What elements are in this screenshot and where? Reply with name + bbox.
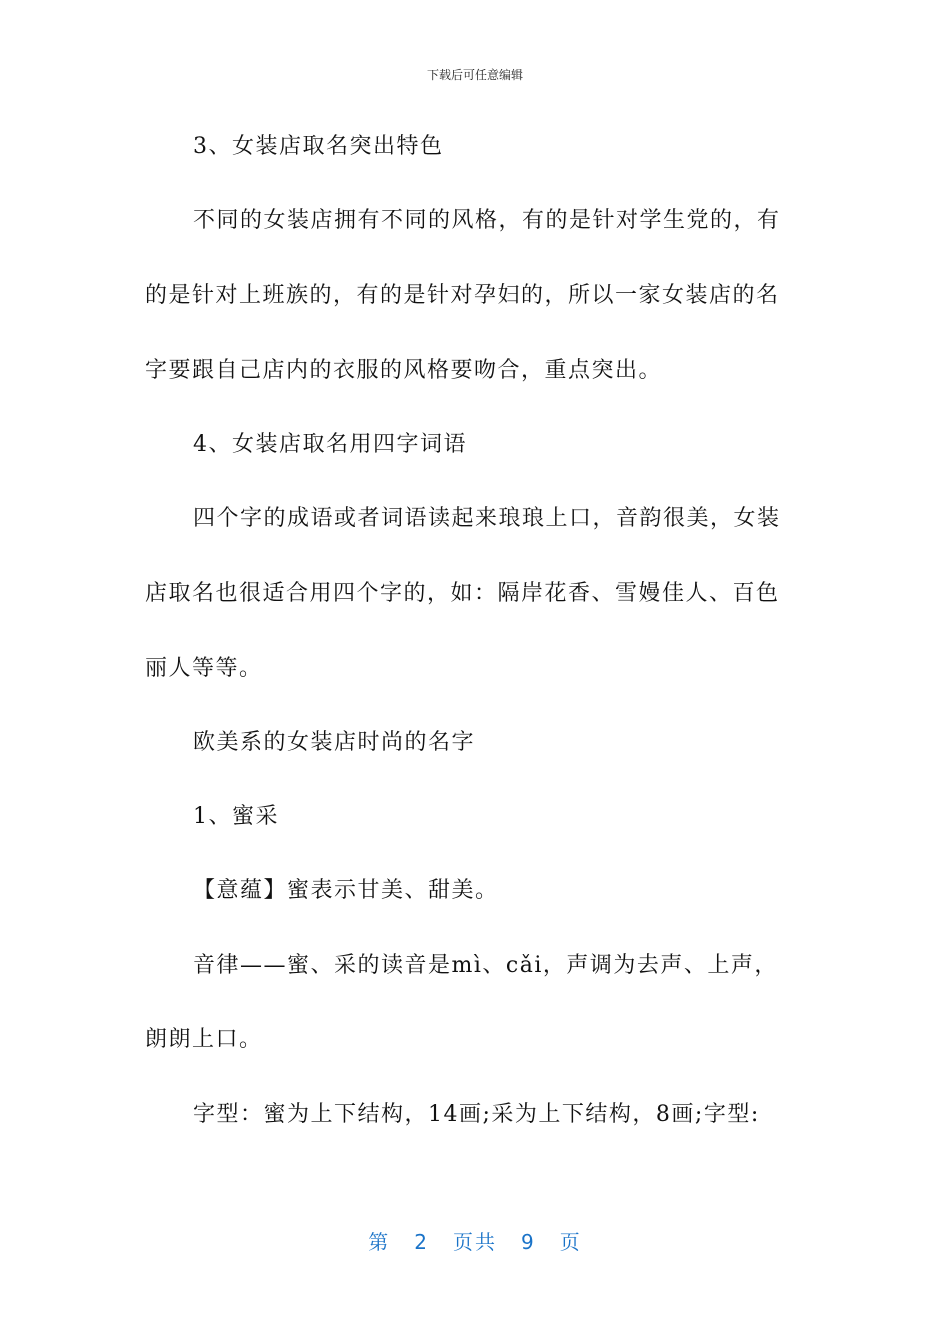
page-header: 下载后可任意编辑: [426, 68, 523, 82]
paragraph-line: 字要跟自己店内的衣服的风格要吻合，重点突出。: [145, 358, 663, 383]
page-footer: [0, 1226, 950, 1255]
paragraph-line: 店取名也很适合用四个字的，如：隔岸花香、雪嫚佳人、百色: [145, 581, 780, 606]
paragraph-line: 的是针对上班族的，有的是针对孕妇的，所以一家女装店的名: [145, 283, 780, 308]
paragraph-line: 丽人等等。: [145, 656, 263, 681]
section-heading-3: 3、女装店取名突出特色: [193, 134, 444, 159]
paragraph-line: 四个字的成语或者词语读起来琅琅上口，音韵很美，女装: [193, 506, 781, 531]
item-heading-1: 1、蜜采: [193, 804, 279, 829]
paragraph-line: 音律——蜜、采的读音是mì、cǎi，声调为去声、上声，: [193, 953, 778, 978]
footer-page-number: 2: [414, 1230, 429, 1254]
footer-ye: 页: [559, 1230, 582, 1254]
paragraph-line: 字型：蜜为上下结构，14画;采为上下结构，8画;字型:: [193, 1102, 760, 1127]
meaning-line: 【意蕴】蜜表示甘美、甜美。: [193, 878, 499, 903]
footer-ye-gong: 页共: [453, 1230, 497, 1254]
paragraph-line: 不同的女装店拥有不同的风格，有的是针对学生党的，有: [193, 208, 781, 233]
paragraph-line: 朗朗上口。: [145, 1027, 263, 1052]
section-heading-4: 4、女装店取名用四字词语: [193, 432, 467, 457]
section-heading-western: 欧美系的女装店时尚的名字: [193, 730, 476, 755]
footer-total-pages: 9: [521, 1230, 536, 1254]
footer-di: 第: [368, 1230, 391, 1254]
